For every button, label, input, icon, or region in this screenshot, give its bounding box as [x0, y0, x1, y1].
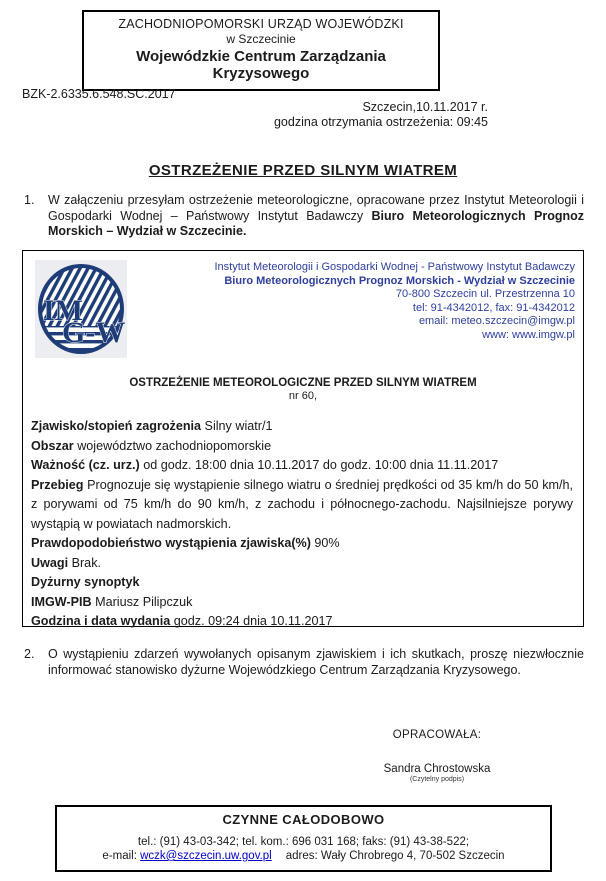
detail-duty-forecaster: Dyżurny synoptyk	[31, 575, 140, 589]
prepared-by-heading: OPRACOWAŁA:	[392, 729, 482, 741]
office-name: ZACHODNIOPOMORSKI URZĄD WOJEWÓDZKI	[118, 17, 404, 31]
imgw-email: email: meteo.szczecin@imgw.pl	[418, 315, 575, 327]
imgw-website: www: www.imgw.pl	[482, 328, 575, 341]
paragraph-2-number: 2.	[24, 647, 35, 661]
warning-details	[23, 402, 583, 632]
detail-issue-time: Godzina i data wydania godz. 09:24 dnia 10.11.2017	[31, 614, 333, 628]
document-title: OSTRZEŻENIE PRZED SILNYM WIATREM	[148, 162, 458, 179]
warning-box	[22, 250, 584, 627]
paragraph-1-text: W załączeniu przesyłam ostrzeżenie meteorologiczne, opracowane przez Instytut Meteorologii i Gospodarki Wodnej – Państwowy Instytut Badawczy Biuro Meteorologicznych Prognoz Morskich – Wydział w Szczecinie.	[48, 193, 584, 238]
paragraph-2	[24, 647, 586, 678]
imgw-phone-fax: tel: 91-4342012, fax: 91-4342012	[412, 301, 575, 314]
footer-phones: tel.: (91) 43-03-342; tel. kom.: 696 031 168; faks: (91) 43-38-522;	[137, 836, 470, 848]
paragraph-1	[24, 193, 586, 240]
paragraph-1-number: 1.	[24, 193, 35, 207]
footer-contact-box	[55, 805, 552, 872]
imgw-bureau-name: Biuro Meteorologicznych Prognoz Morskich - Wydział w Szczecinie	[224, 274, 575, 287]
imgw-logo-icon	[35, 260, 127, 358]
footer-email-link[interactable]: wczk@szczecin.uw.gov.pl	[140, 850, 272, 862]
office-city: w Szczecinie	[226, 32, 296, 46]
warning-number: nr 60,	[288, 390, 318, 402]
office-department: Wojewódzkie Centrum Zarządzania Kryzysowego	[136, 48, 386, 82]
footer-email-address-line: e-mail: wczk@szczecin.uw.gov.pl adres: Wały Chrobrego 4, 70-502 Szczecin	[102, 850, 505, 862]
footer-heading: CZYNNE CAŁODOBOWO	[222, 812, 385, 827]
detail-validity: Ważność (cz. urz.) od godz. 18:00 dnia 10.11.2017 do godz. 10:00 dnia 11.11.2017	[31, 458, 499, 472]
place-date: Szczecin,10.11.2017 r.	[362, 100, 488, 114]
letterhead-box	[82, 10, 440, 91]
reference-number: BZK-2.6335.6.548.SC.2017	[22, 87, 176, 101]
imgw-address: 70-800 Szczecin ul. Przestrzenna 10	[395, 288, 575, 300]
detail-forecaster-name: IMGW-PIB Mariusz Pilipczuk	[31, 594, 193, 609]
prepared-by-block	[347, 729, 527, 783]
prepared-by-signature-note: (Czytelny podpis)	[409, 776, 465, 783]
received-time: godzina otrzymania ostrzeżenia: 09:45	[273, 115, 488, 129]
imgw-logo-text-top: IM	[43, 294, 83, 327]
detail-course: Przebieg Prognozuje się wystąpienie silnego wiatru o średniej prędkości od 35 km/h do 50 km/h, z porywami od 75 km/h do 90 km/h, z zachodu i północnego-zachodu. Najsilniejsze porywy wystąpią w powiatach nadmorskich.	[31, 477, 573, 531]
warning-title: OSTRZEŻENIE METEOROLOGICZNE PRZED SILNYM WIATREM	[129, 377, 477, 389]
imgw-contact-block	[127, 260, 575, 358]
imgw-header-row	[23, 251, 583, 358]
paragraph-2-text: O wystąpieniu zdarzeń wywołanych opisanym zjawiskiem i ich skutkach, proszę niezwłocznie informować stanowisko dyżurne Wojewódzkiego Centrum Zarządzania Kryzysowego.	[48, 647, 584, 677]
imgw-institute-name: Instytut Meteorologii i Gospodarki Wodnej - Państwowy Instytut Badawczy	[214, 261, 575, 273]
date-block	[274, 100, 488, 130]
detail-probability: Prawdopodobieństwo wystąpienia zjawiska(%) 90%	[31, 536, 340, 550]
prepared-by-name: Sandra Chrostowska	[383, 763, 491, 775]
detail-remarks: Uwagi Brak.	[31, 555, 101, 570]
detail-area: Obszar województwo zachodniopomorskie	[31, 438, 272, 453]
imgw-logo-text-bottom: G-W	[62, 316, 126, 349]
detail-phenomenon: Zjawisko/stopień zagrożenia Silny wiatr/1	[31, 419, 273, 433]
